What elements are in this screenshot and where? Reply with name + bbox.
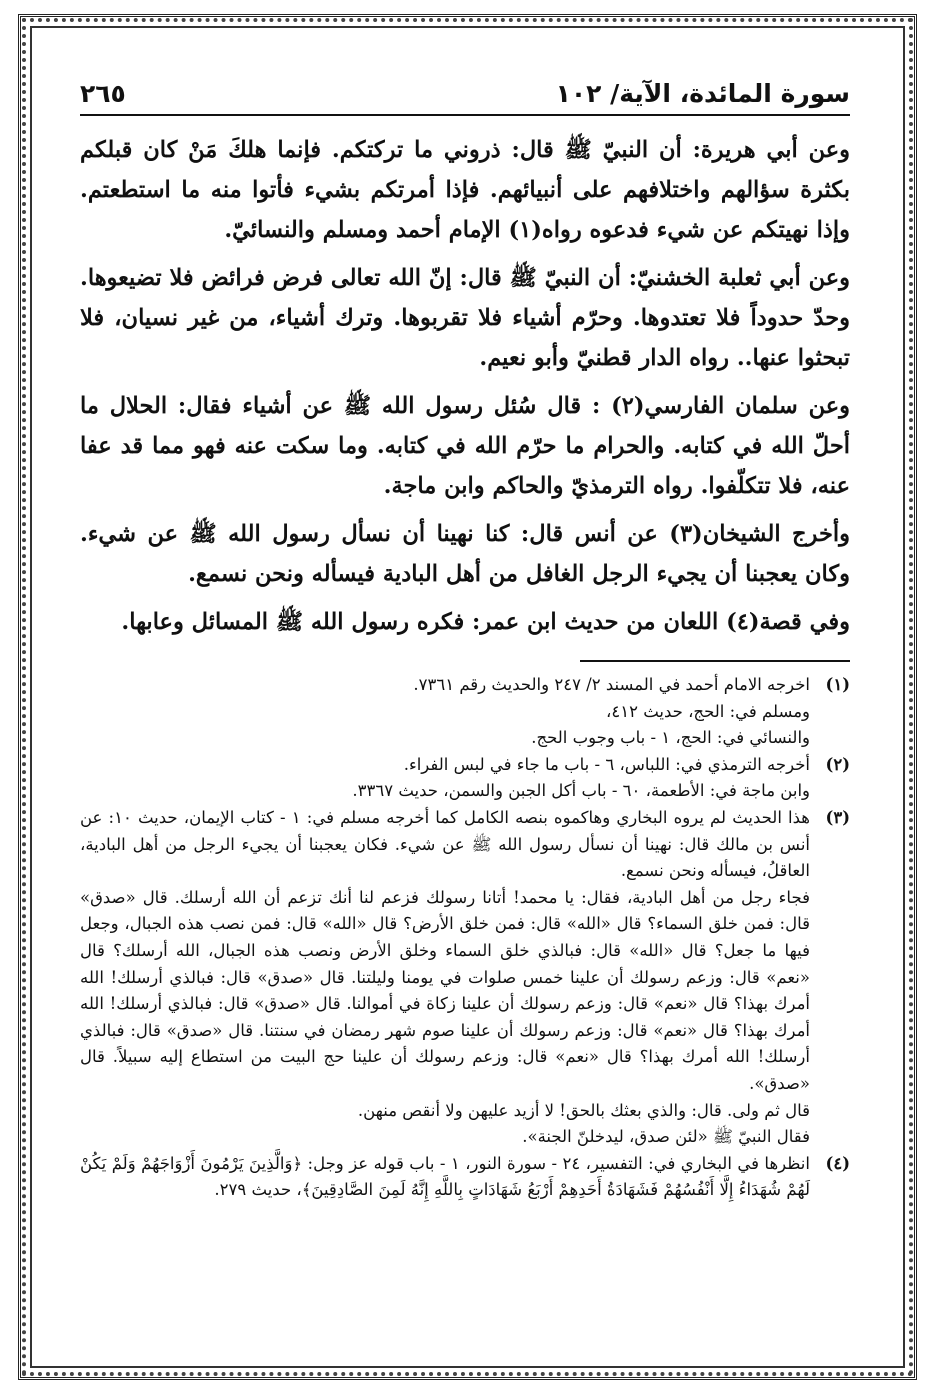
footnote-number: (٢)	[825, 754, 850, 774]
footnote-line: فجاء رجل من أهل البادية، فقال: يا محمد! أتانا رسولك فزعم لنا أنك تزعم أن الله أرسلك. قال «صدق» قال: فمن خلق السماء؟ قال «الله» قال: فمن خلق الأرض؟ قال «الله» قال: فمن نصب هذه الجبال، وجعل فيها ما جعل؟ قال «الله» قال: فبالذي خلق السماء وخلق الأرض ونصب هذه الجبال، الله أرسلك؟ قال «نعم» قال: وزعم رسولك أن علينا خمس صلوات في يومنا وليلتنا. قال «صدق» قال: فبالذي أرسلك! الله أمرك بهذا؟ قال «نعم» قال: وزعم رسولك أن علينا زكاة في أموالنا. قال «صدق» قال: فبالذي أرسلك! الله أمرك بهذا؟ قال «نعم» قال: وزعم رسولك أن علينا صوم شهر رمضان في سنتنا. قال «صدق» قال: فبالذي أرسلك! الله أمرك بهذا؟ قال «نعم» قال: وزعم رسولك أن علينا حج البيت من استطاع إليه سبيلاً. قال «صدق».	[80, 887, 810, 1093]
footnote-line: انظرها في البخاري في: التفسير، ٢٤ - سورة النور، ١ - باب قوله عز وجل: ﴿وَالَّذِينَ يَرْمُونَ أَزْوَاجَهُمْ وَلَمْ يَكُنْ لَهُمْ شُهَدَاءُ إِلَّا أَنْفُسُهُمْ فَشَهَادَةُ أَحَدِهِمْ أَرْبَعُ شَهَادَاتٍ بِاللَّهِ إِنَّهُ لَمِنَ الصَّادِقِينَ﴾، حديث ٢٧٩.	[80, 1153, 810, 1200]
footnote-number: (٤)	[825, 1153, 850, 1173]
footnote-4	[80, 1151, 850, 1204]
paragraph: وأخرج الشيخان(٣) عن أنس قال: كنا نهينا أن نسأل رسول الله ﷺ عن شيء. وكان يعجبنا أن يجيء الرجل الغافل من أهل البادية فيسأله ونحن نسمع.	[80, 521, 850, 587]
page-content	[80, 70, 850, 1204]
footnote-line: هذا الحديث لم يروه البخاري وهاكموه بنصه الكامل كما أخرجه مسلم في: ١ - كتاب الإيمان، حديث ١٠: عن أنس بن مالك قال: نهينا أن نسأل رسول الله ﷺ عن شيء. فكان يعجبنا أن يجيء الرجل من أهل البادية، العاقلُ، فيسأله ونحن نسمع.	[80, 807, 811, 881]
footnote-line: اخرجه الامام أحمد في المسند ٢/ ٢٤٧ والحديث رقم ٧٣٦١.	[413, 675, 810, 694]
footnote-line: والنسائي في: الحج، ١ - باب وجوب الحج.	[531, 728, 810, 748]
footnote-2	[80, 752, 850, 805]
footnote-line: وابن ماجة في: الأطعمة، ٦٠ - باب أكل الجبن والسمن، حديث ٣٣٦٧.	[352, 781, 810, 801]
page-number: ٢٦٥	[80, 79, 126, 108]
footnote-line: فقال النبيّ ﷺ «لئن صدق، ليدخلنّ الجنة».	[522, 1127, 810, 1147]
paragraph: وعن سلمان الفارسي(٢) : قال سُئل رسول الله ﷺ عن أشياء فقال: الحلال ما أحلّ الله في كتابه. والحرام ما حرّم الله في كتابه. وما سكت عنه فهو مما قد عفا عنه، فلا تتكلّفوا. رواه الترمذيّ والحاكم وابن ماجة.	[80, 393, 850, 499]
footnote-line: قال ثم ولى. قال: والذي بعثك بالحق! لا أزيد عليهن ولا أنقص منهن.	[357, 1100, 810, 1120]
paragraph: وعن أبي ثعلبة الخشنيّ: أن النبيّ ﷺ قال: إنّ الله تعالى فرض فرائض فلا تضيعوها. وحدّ حدوداً فلا تعتدوها. وحرّم أشياء فلا تقربوها. وترك أشياء، من غير نسيان، فلا تبحثوا عنها.. رواه الدار قطنيّ وأبو نعيم.	[80, 265, 850, 371]
header-title: سورة المائدة، الآية/ ١٠٢	[555, 79, 850, 108]
running-header	[80, 70, 850, 116]
paragraph: وعن أبي هريرة: أن النبيّ ﷺ قال: ذروني ما تركتكم. فإنما هلكَ مَنْ كان قبلكم بكثرة سؤالهم واختلافهم على أنبيائهم. فإذا أمرتكم بشيء فأتوا منه ما استطعتم. وإذا نهيتكم عن شيء فدعوه رواه(١) الإمام أحمد ومسلم والنسائيّ.	[80, 137, 850, 243]
footnote-3	[80, 805, 850, 1151]
footnote-number: (١)	[825, 675, 850, 694]
footnote-1	[80, 672, 850, 752]
main-text	[80, 130, 850, 642]
footnote-line: ومسلم في: الحج، حديث ٤١٢،	[606, 701, 810, 721]
footnote-number: (٣)	[825, 807, 850, 827]
footnotes	[80, 672, 850, 1204]
footnote-line: أخرجه الترمذي في: اللباس، ٦ - باب ما جاء في لبس الفراء.	[403, 754, 810, 774]
footnote-separator	[580, 660, 850, 662]
paragraph: وفي قصة(٤) اللعان من حديث ابن عمر: فكره رسول الله ﷺ المسائل وعابها.	[121, 609, 850, 635]
